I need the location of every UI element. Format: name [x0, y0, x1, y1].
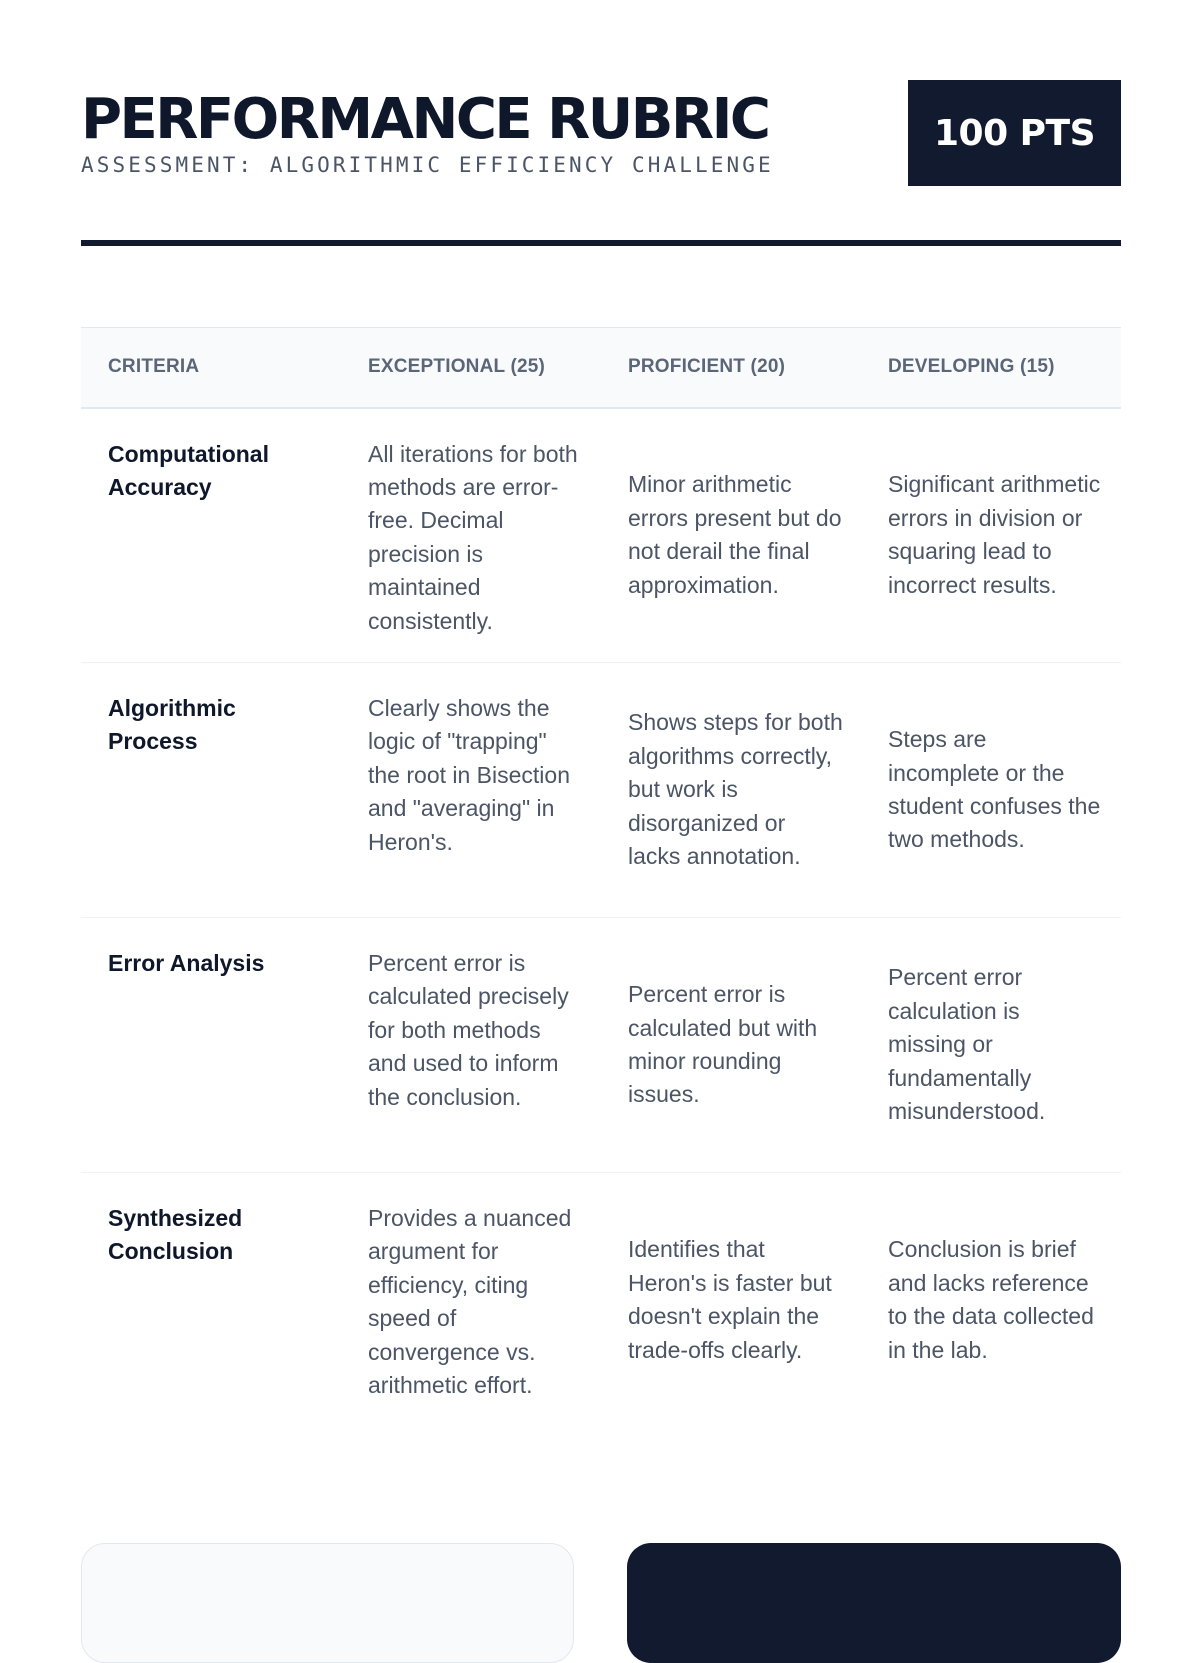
criteria-cell: Algorithmic Process: [108, 695, 236, 755]
proficient-cell: Identifies that Heron's is faster but doesn't explain the trade-offs clearly.: [628, 1236, 832, 1363]
criteria-cell: Computational Accuracy: [108, 440, 269, 500]
developing-cell: Conclusion is brief and lacks reference to the data collected in the lab.: [888, 1236, 1094, 1363]
table-header-row: [81, 328, 1121, 408]
table-body: [81, 408, 1121, 1428]
points-badge: 100 PTS: [908, 80, 1121, 186]
table-row: [81, 918, 1121, 1173]
header: [81, 80, 1121, 186]
summary-card-dark: [627, 1543, 1121, 1663]
exceptional-cell: Clearly shows the logic of "trapping" the root in Bisection and "averaging" in Heron's.: [368, 695, 571, 855]
table-row: [81, 408, 1121, 663]
header-divider: [81, 240, 1121, 246]
column-header-criteria: CRITERIA: [81, 328, 341, 408]
exceptional-cell: Percent error is calculated precisely for both methods and used to inform the conclusion.: [368, 950, 569, 1110]
column-header-exceptional: EXCEPTIONAL (25): [341, 328, 601, 408]
assessment-subtitle: ASSESSMENT: ALGORITHMIC EFFICIENCY CHALLENGE: [81, 153, 774, 177]
developing-cell: Steps are incomplete or the student confuses the two methods.: [888, 726, 1101, 853]
proficient-cell: Percent error is calculated but with minor rounding issues.: [628, 981, 818, 1108]
table-header: [81, 328, 1121, 408]
exceptional-cell: All iterations for both methods are error-free. Decimal precision is maintained consistently.: [368, 440, 578, 634]
column-header-developing: DEVELOPING (15): [861, 328, 1121, 408]
criteria-cell: Synthesized Conclusion: [108, 1205, 243, 1265]
exceptional-cell: Provides a nuanced argument for efficiency, citing speed of convergence vs. arithmetic effort.: [368, 1205, 572, 1399]
column-header-proficient: PROFICIENT (20): [601, 328, 861, 408]
table-row: [81, 1173, 1121, 1428]
summary-card-light: [81, 1543, 574, 1663]
developing-cell: Percent error calculation is missing or fundamentally misunderstood.: [888, 964, 1046, 1125]
rubric-table: [81, 327, 1121, 1428]
table-row: [81, 663, 1121, 918]
page-title: PERFORMANCE RUBRIC: [81, 87, 769, 152]
developing-cell: Significant arithmetic errors in division or squaring lead to incorrect results.: [888, 471, 1101, 598]
rubric-page: [81, 0, 1121, 1600]
proficient-cell: Shows steps for both algorithms correctly, but work is disorganized or lacks annotation.: [628, 709, 843, 870]
proficient-cell: Minor arithmetic errors present but do not derail the final approximation.: [628, 471, 842, 598]
criteria-cell: Error Analysis: [108, 950, 265, 976]
